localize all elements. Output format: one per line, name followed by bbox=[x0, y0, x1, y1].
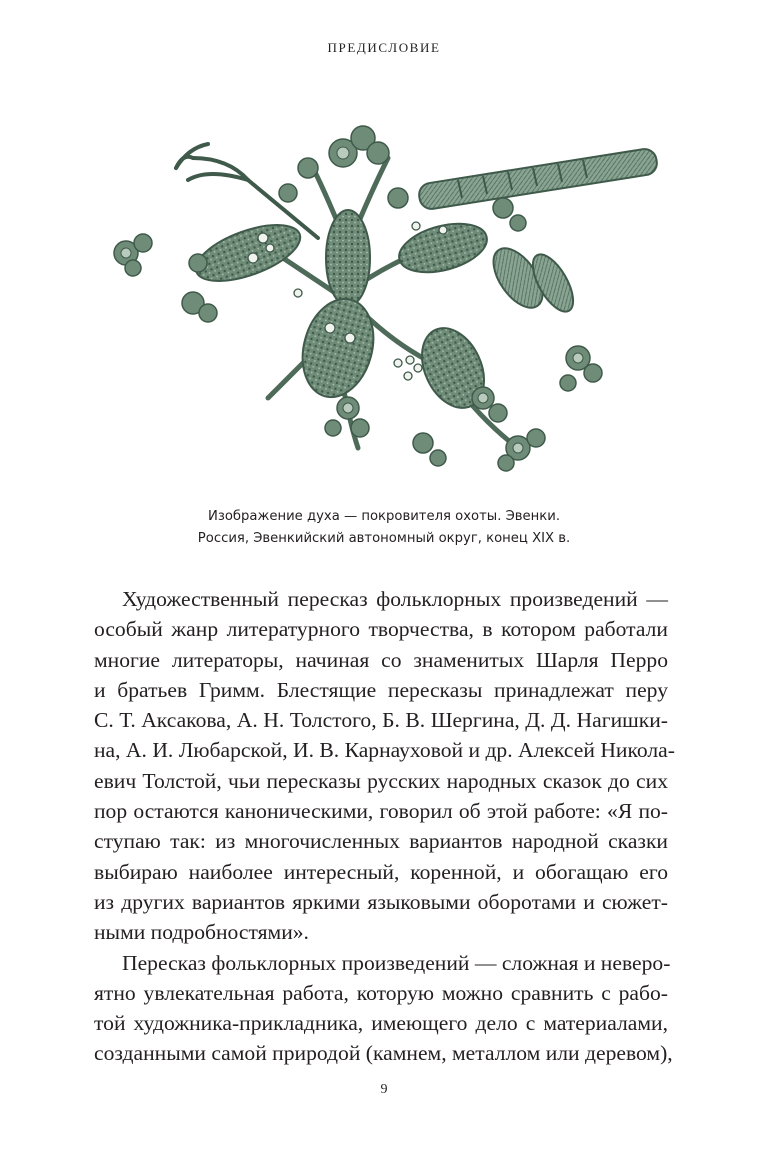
running-head: ПРЕДИСЛОВИЕ bbox=[327, 40, 441, 55]
page-number: 9 bbox=[380, 1082, 388, 1097]
caption-line-1: Изображение духа — покровителя охоты. Эвенки. bbox=[207, 509, 561, 524]
text-line: ными подробностями». bbox=[94, 920, 309, 945]
spirit-figure-illustration bbox=[98, 98, 666, 493]
caption-line-2: Россия, Эвенкийский автономный округ, конец XIX в. bbox=[197, 531, 571, 546]
text-line: евич Толстой, чьи пересказы русских народных сказок до сих bbox=[94, 768, 668, 793]
text-line: созданными самой природой (камнем, металлом или деревом), bbox=[94, 1041, 673, 1066]
figure-caption bbox=[0, 506, 768, 550]
text-line: на, А. И. Любарской, И. В. Карнауховой и др. Алексей Никола- bbox=[94, 738, 675, 763]
handle-shape bbox=[417, 147, 658, 210]
text-line: С. Т. Аксакова, А. Н. Толстого, Б. В. Шергина, Д. Д. Нагишки- bbox=[94, 708, 668, 733]
text-line: Пересказ фольклорных произведений — сложная и невеpо- bbox=[122, 950, 671, 975]
text-line: особый жанр литературного творчества, в котором работали bbox=[94, 617, 668, 642]
text-line: ступаю так: из многочисленных вариантов народной сказки bbox=[94, 829, 668, 854]
text-line: ятно увлекательная работа, которую можно сравнить с рабо- bbox=[94, 980, 668, 1005]
text-line: из других вариантов яркими языковыми оборотами и сюжет- bbox=[94, 889, 668, 914]
text-line: выбираю наиболее интересный, коренной, и обогащаю его bbox=[94, 859, 668, 884]
text-line: и братьев Гримм. Блестящие пересказы принадлежат перу bbox=[94, 677, 668, 702]
text-line: многие литераторы, начиная со знаменитых Шарля Перро bbox=[94, 647, 668, 672]
text-line: той художника-прикладника, имеющего дело с материалами, bbox=[94, 1011, 668, 1036]
text-line: Художественный пересказ фольклорных произведений — bbox=[122, 587, 668, 611]
body-text bbox=[94, 584, 675, 1069]
text-line: пор остаются каноническими, говорил об этой работе: «Я по- bbox=[94, 799, 668, 824]
